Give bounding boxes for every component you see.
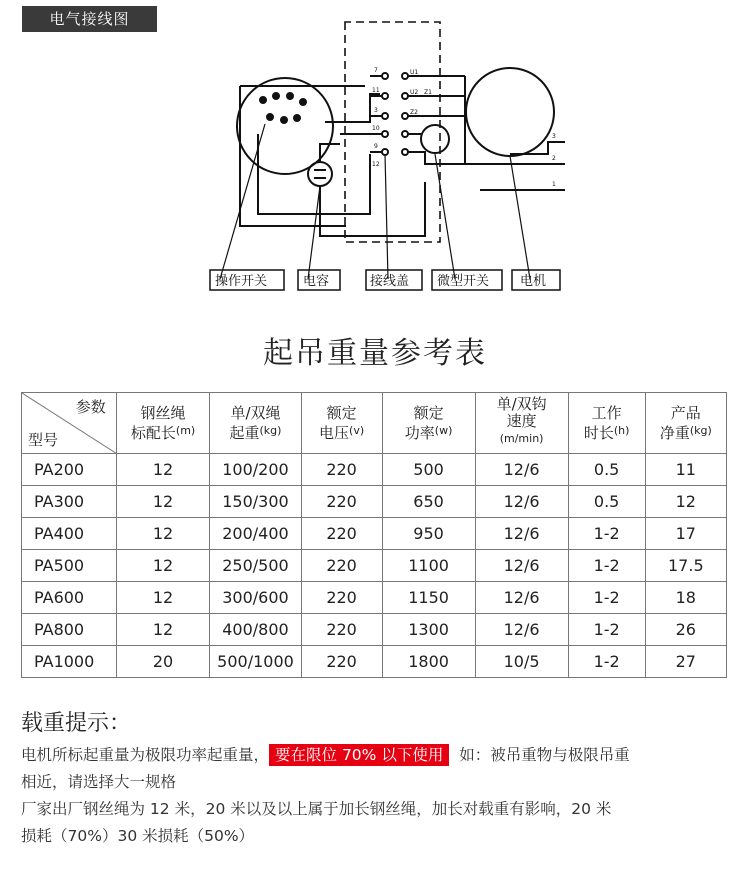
cell-model: PA800	[22, 614, 117, 646]
operation-switch-symbol	[237, 78, 333, 174]
cell-lift-capacity: 250/500	[210, 550, 301, 582]
svg-text:7: 7	[374, 67, 378, 74]
cell-weight: 26	[645, 614, 726, 646]
cell-power: 500	[382, 454, 475, 486]
cell-duration: 1-2	[568, 646, 645, 678]
cell-voltage: 220	[301, 550, 382, 582]
cell-speed: 12/6	[475, 614, 568, 646]
cell-voltage: 220	[301, 646, 382, 678]
load-notes	[21, 742, 731, 850]
cell-duration: 1-2	[568, 518, 645, 550]
cell-rope-length: 12	[116, 518, 210, 550]
header-rope-length: 钢丝绳 标配长$^{(m)}$	[116, 393, 210, 454]
cell-power: 1800	[382, 646, 475, 678]
table-row	[22, 518, 727, 550]
cell-duration: 1-2	[568, 550, 645, 582]
header-corner-cell	[22, 393, 117, 454]
cell-weight: 17.5	[645, 550, 726, 582]
motor-symbol	[466, 68, 554, 156]
cell-voltage: 220	[301, 518, 382, 550]
cell-speed: 12/6	[475, 550, 568, 582]
notes-line-1-text: 电机所标起重量为极限功率起重量，	[21, 746, 270, 764]
cell-rope-length: 20	[116, 646, 210, 678]
cell-voltage: 220	[301, 614, 382, 646]
cell-model: PA500	[22, 550, 117, 582]
header-rated-power: 额定 功率$^{(w)}$	[382, 393, 475, 454]
cell-power: 1150	[382, 582, 475, 614]
cell-model: PA400	[22, 518, 117, 550]
header-net-weight: 产品 净重$^{(kg)}$	[645, 393, 726, 454]
cell-power: 950	[382, 518, 475, 550]
notes-line-2: 相近，请选择大一规格	[21, 773, 177, 791]
cell-power: 650	[382, 486, 475, 518]
svg-text:9: 9	[374, 143, 378, 150]
table-row	[22, 646, 727, 678]
cell-weight: 11	[645, 454, 726, 486]
cell-speed: 12/6	[475, 582, 568, 614]
cell-duration: 0.5	[568, 454, 645, 486]
svg-text:Z1: Z1	[424, 89, 432, 96]
cell-duration: 0.5	[568, 486, 645, 518]
table-row	[22, 550, 727, 582]
cell-model: PA200	[22, 454, 117, 486]
notes-line-1	[21, 742, 731, 769]
cell-weight: 18	[645, 582, 726, 614]
cell-model: PA600	[22, 582, 117, 614]
label-micro-switch: 微型开关	[437, 274, 490, 289]
table-header-row	[22, 393, 727, 454]
svg-text:11: 11	[372, 87, 380, 94]
svg-text:10: 10	[372, 125, 380, 132]
wiring-diagram	[180, 14, 580, 304]
cell-rope-length: 12	[116, 486, 210, 518]
cell-lift-capacity: 400/800	[210, 614, 301, 646]
cell-speed: 10/5	[475, 646, 568, 678]
svg-text:2: 2	[552, 155, 556, 162]
cell-lift-capacity: 500/1000	[210, 646, 301, 678]
cell-rope-length: 12	[116, 454, 210, 486]
cell-rope-length: 12	[116, 614, 210, 646]
header-work-duration: 工作 时长$^{(h)}$	[568, 393, 645, 454]
cell-rope-length: 12	[116, 582, 210, 614]
capacitor-symbol	[308, 162, 332, 186]
cell-voltage: 220	[301, 486, 382, 518]
cell-weight: 27	[645, 646, 726, 678]
notes-line-4: 损耗（70%）30 米损耗（50%）	[21, 827, 255, 845]
cell-voltage: 220	[301, 454, 382, 486]
svg-text:3: 3	[374, 107, 378, 114]
header-rated-voltage: 额定 电压$^{(v)}$	[301, 393, 382, 454]
cell-duration: 1-2	[568, 582, 645, 614]
table-row	[22, 454, 727, 486]
header-speed: 单/双钩 速度 $^{(m/min)}$	[475, 393, 568, 454]
cell-power: 1300	[382, 614, 475, 646]
svg-text:U1: U1	[410, 69, 419, 76]
micro-switch-symbol	[421, 125, 449, 153]
label-motor: 电机	[520, 274, 547, 289]
header-model-label: 型号	[28, 431, 59, 449]
cell-lift-capacity: 100/200	[210, 454, 301, 486]
cell-lift-capacity: 200/400	[210, 518, 301, 550]
highlight-badge: 要在限位 70% 以下使用	[269, 744, 449, 766]
cell-speed: 12/6	[475, 454, 568, 486]
cell-model: PA300	[22, 486, 117, 518]
table-title: 起吊重量参考表	[263, 336, 487, 371]
cell-speed: 12/6	[475, 486, 568, 518]
notes-line-1-tail: 如：被吊重物与极限吊重	[459, 746, 630, 764]
header-lift-capacity: 单/双绳 起重$^{(kg)}$	[210, 393, 301, 454]
cell-model: PA1000	[22, 646, 117, 678]
svg-text:1: 1	[552, 181, 556, 188]
cell-rope-length: 12	[116, 550, 210, 582]
cell-weight: 17	[645, 518, 726, 550]
label-capacitor: 电容	[303, 274, 330, 289]
svg-text:U2: U2	[410, 89, 419, 96]
table-row	[22, 582, 727, 614]
cell-weight: 12	[645, 486, 726, 518]
svg-text:3: 3	[552, 133, 556, 140]
table-row	[22, 614, 727, 646]
notes-line-3: 厂家出厂钢丝绳为 12 米，20 米以及以上属于加长钢丝绳，加长对载重有影响，20 米	[21, 800, 612, 818]
section-tag-wiring-diagram: 电气接线图	[22, 6, 157, 32]
svg-text:12: 12	[372, 161, 380, 168]
notes-title: 载重提示：	[21, 711, 132, 736]
label-operation-switch: 操作开关	[215, 274, 268, 289]
cell-lift-capacity: 300/600	[210, 582, 301, 614]
header-param-label: 参数	[75, 398, 106, 416]
lifting-weight-table	[21, 392, 727, 678]
svg-text:Z2: Z2	[410, 109, 418, 116]
cell-voltage: 220	[301, 582, 382, 614]
cell-power: 1100	[382, 550, 475, 582]
table-row	[22, 486, 727, 518]
label-terminal-cover: 接线盖	[370, 274, 410, 289]
cell-lift-capacity: 150/300	[210, 486, 301, 518]
cell-duration: 1-2	[568, 614, 645, 646]
cell-speed: 12/6	[475, 518, 568, 550]
